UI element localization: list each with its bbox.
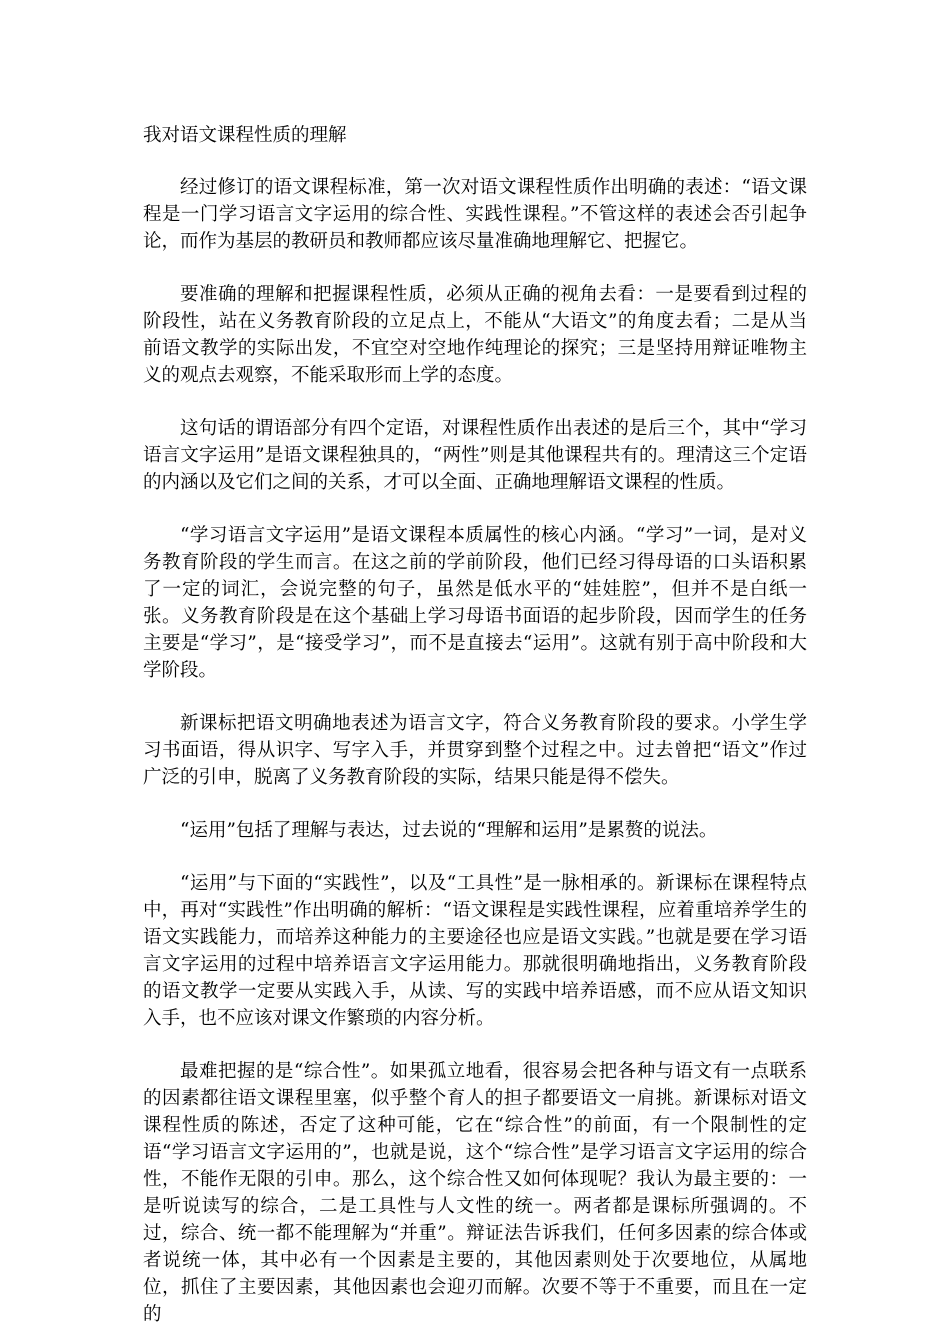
paragraph-3: 这句话的谓语部分有四个定语，对课程性质作出表述的是后三个，其中“学习语言文字运用”是语文课程独具的，“两性”则是其他课程共有的。理清这三个定语的内涵以及它们之间的关系，才可以全面、正确地理解语文课程的性质。 <box>143 418 807 493</box>
document-page <box>143 122 807 1328</box>
document-title: 我对语文课程性质的理解 <box>143 125 347 146</box>
paragraph-1: 经过修订的语文课程标准，第一次对语文课程性质作出明确的表述：“语文课程是一门学习语言文字运用的综合性、实践性课程。”不管这样的表述会否引起争论，而作为基层的教研员和教师都应该尽量准确地理解它、把握它。 <box>143 177 807 252</box>
paragraph-2: 要准确的理解和把握课程性质，必须从正确的视角去看：一是要看到过程的阶段性，站在义务教育阶段的立足点上，不能从“大语文”的角度去看；二是从当前语文教学的实际出发，不宜空对空地作纯理论的探究；三是坚持用辩证唯物主义的观点去观察，不能采取形而上学的态度。 <box>143 284 807 386</box>
paragraph-7: “运用”与下面的“实践性”，以及“工具性”是一脉相承的。新课标在课程特点中，再对“实践性”作出明确的解析：“语文课程是实践性课程，应着重培养学生的语文实践能力，而培养这种能力的主要途径也应是语文实践。”也就是要在学习语言文字运用的过程中培养语言文字运用能力。那就很明确地指出，义务教育阶段的语文教学一定要从实践入手，从读、写的实践中培养语感，而不应从语文知识入手，也不应该对课文作繁琐的内容分析。 <box>143 873 807 1029</box>
paragraph-4: “学习语言文字运用”是语文课程本质属性的核心内涵。“学习”一词，是对义务教育阶段的学生而言。在这之前的学前阶段，他们已经习得母语的口头语积累了一定的词汇，会说完整的句子，虽然是低水平的“娃娃腔”，但并不是白纸一张。义务教育阶段是在这个基础上学习母语书面语的起步阶段，因而学生的任务主要是“学习”，是“接受学习”，而不是直接去“运用”。这就有别于高中阶段和大学阶段。 <box>143 525 807 681</box>
paragraph-6: “运用”包括了理解与表达，过去说的“理解和运用”是累赘的说法。 <box>180 820 718 841</box>
paragraph-5: 新课标把语文明确地表述为语言文字，符合义务教育阶段的要求。小学生学习书面语，得从识字、写字入手，并贯穿到整个过程之中。过去曾把“语文”作过广泛的引申，脱离了义务教育阶段的实际，结果只能是得不偿失。 <box>143 713 807 788</box>
paragraph-8: 最难把握的是“综合性”。如果孤立地看，很容易会把各种与语文有一点联系的因素都往语文课程里塞，似乎整个育人的担子都要语文一肩挑。新课标对语文课程性质的陈述，否定了这种可能，它在“综合性”的前面，有一个限制性的定语“学习语言文字运用的”，也就是说，这个“综合性”是学习语言文字运用的综合性，不能作无限的引申。那么，这个综合性又如何体现呢？我认为最主要的：一是听说读写的综合，二是工具性与人文性的统一。两者都是课标所强调的。不过，综合、统一都不能理解为“并重”。辩证法告诉我们，任何多因素的综合体或者说统一体，其中必有一个因素是主要的，其他因素则处于次要地位，从属地位，抓住了主要因素，其他因素也会迎刃而解。次要不等于不重要，而且在一定的 <box>143 1061 807 1325</box>
